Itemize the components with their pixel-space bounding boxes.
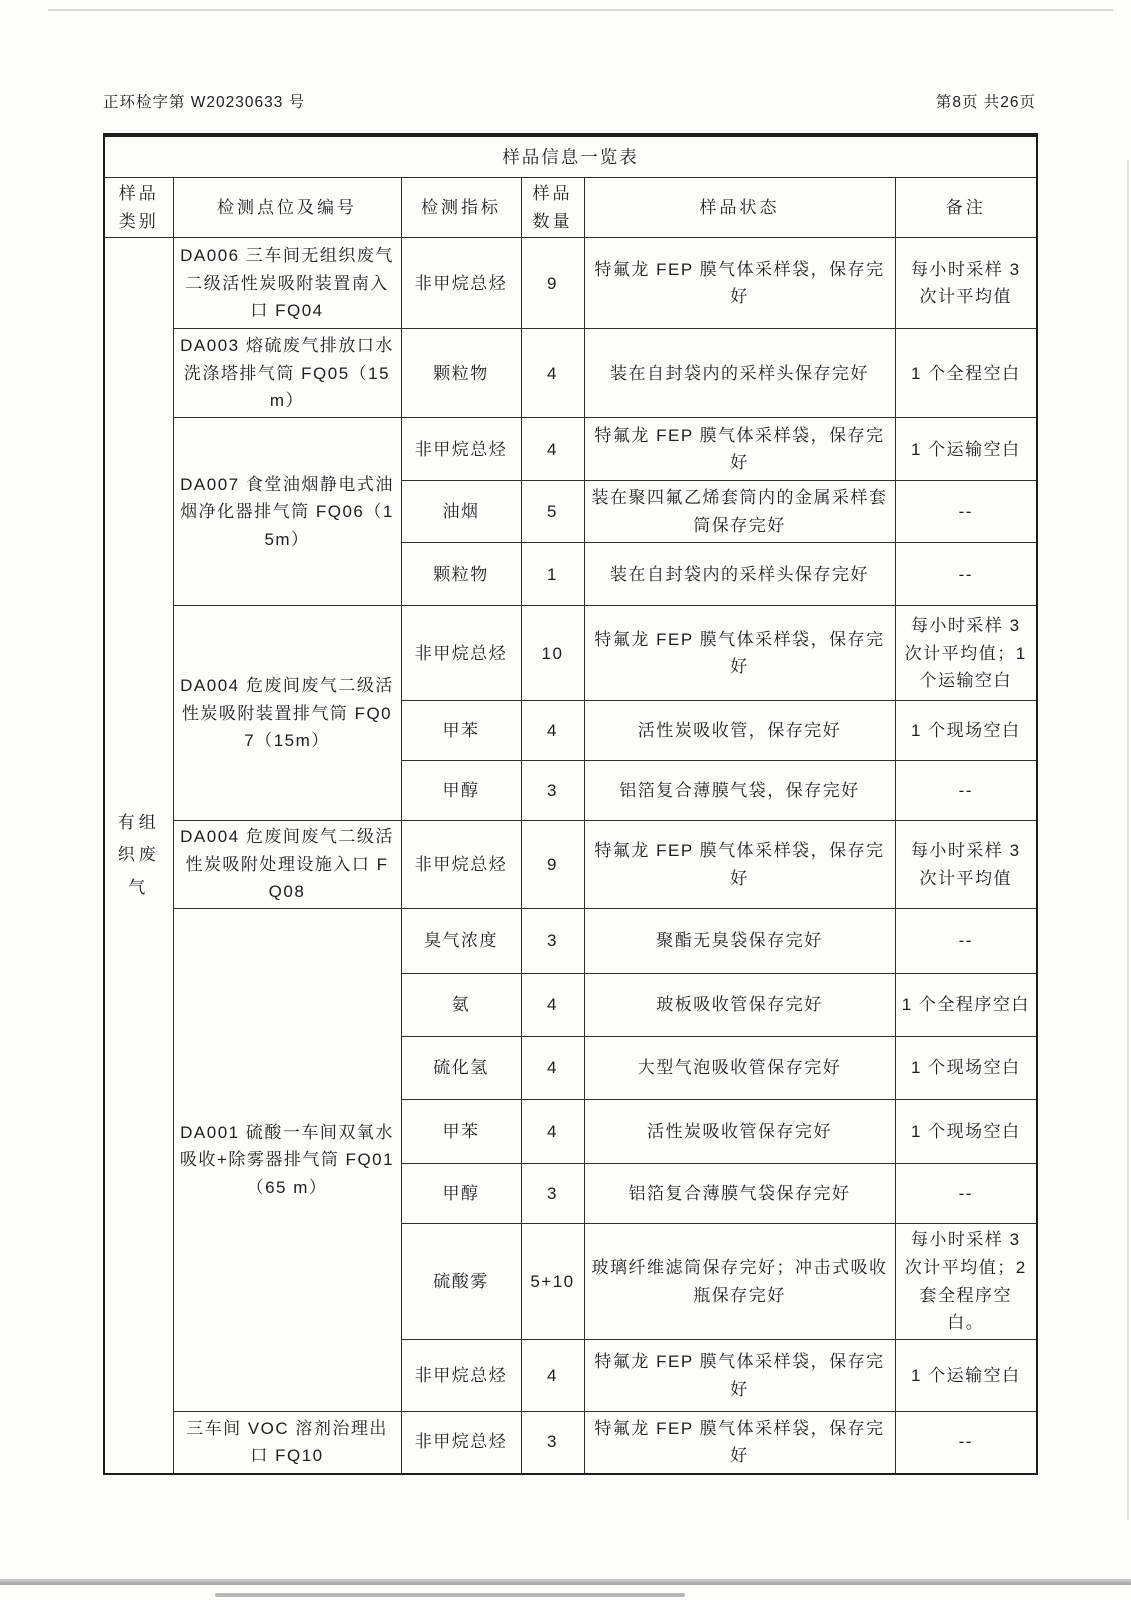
indicator-cell: 颗粒物 xyxy=(401,329,521,418)
table-row xyxy=(104,1412,1037,1474)
indicator-cell: 非甲烷总烃 xyxy=(401,606,521,701)
col-header-qty: 样品数量 xyxy=(521,178,584,238)
qty-cell: 3 xyxy=(521,761,584,821)
qty-cell: 5 xyxy=(521,481,584,543)
category-cell xyxy=(104,238,173,1474)
qty-cell: 4 xyxy=(521,1100,584,1164)
table-row xyxy=(104,606,1037,701)
indicator-cell: 甲苯 xyxy=(401,1100,521,1164)
table-title-row xyxy=(104,135,1037,178)
qty-cell: 4 xyxy=(521,1037,584,1100)
status-cell: 活性炭吸收管保存完好 xyxy=(584,1100,895,1164)
qty-cell: 4 xyxy=(521,1340,584,1412)
indicator-cell: 臭气浓度 xyxy=(401,909,521,974)
sample-info-table xyxy=(103,133,1038,1475)
remark-cell: 1 个全程空白 xyxy=(895,329,1037,418)
qty-cell: 4 xyxy=(521,701,584,761)
remark-cell: -- xyxy=(895,761,1037,821)
point-cell: DA004 危废间废气二级活性炭吸附处理设施入口 FQ08 xyxy=(173,821,401,909)
remark-cell: 1 个现场空白 xyxy=(895,1100,1037,1164)
col-header-status: 样品状态 xyxy=(584,178,895,238)
table-title: 样品信息一览表 xyxy=(104,135,1037,178)
status-cell: 玻板吸收管保存完好 xyxy=(584,974,895,1037)
status-cell: 活性炭吸收管，保存完好 xyxy=(584,701,895,761)
remark-cell: -- xyxy=(895,543,1037,606)
table-row xyxy=(104,329,1037,418)
point-cell: DA003 熔硫废气排放口水洗涤塔排气筒 FQ05（15 m） xyxy=(173,329,401,418)
qty-cell: 3 xyxy=(521,1164,584,1224)
status-cell: 玻璃纤维滤筒保存完好；冲击式吸收瓶保存完好 xyxy=(584,1224,895,1340)
remark-cell: 每小时采样 3 次计平均值；1 个运输空白 xyxy=(895,606,1037,701)
indicator-cell: 甲醇 xyxy=(401,761,521,821)
remark-cell: 1 个现场空白 xyxy=(895,701,1037,761)
point-cell: 三车间 VOC 溶剂治理出口 FQ10 xyxy=(173,1412,401,1474)
table-header-row xyxy=(104,178,1037,238)
qty-cell: 9 xyxy=(521,821,584,909)
indicator-cell: 非甲烷总烃 xyxy=(401,238,521,329)
status-cell: 特氟龙 FEP 膜气体采样袋，保存完好 xyxy=(584,238,895,329)
scan-artifact xyxy=(215,1593,685,1597)
status-cell: 装在自封袋内的采样头保存完好 xyxy=(584,543,895,606)
indicator-cell: 甲苯 xyxy=(401,701,521,761)
qty-cell: 3 xyxy=(521,909,584,974)
remark-cell: 每小时采样 3 次计平均值 xyxy=(895,238,1037,329)
qty-cell: 4 xyxy=(521,329,584,418)
table-row xyxy=(104,821,1037,909)
remark-cell: 1 个全程序空白 xyxy=(895,974,1037,1037)
point-cell: DA006 三车间无组织废气二级活性炭吸附装置南入口 FQ04 xyxy=(173,238,401,329)
remark-cell: -- xyxy=(895,1164,1037,1224)
remark-cell: 每小时采样 3 次计平均值 xyxy=(895,821,1037,909)
qty-cell: 4 xyxy=(521,418,584,481)
qty-cell: 1 xyxy=(521,543,584,606)
indicator-cell: 甲醇 xyxy=(401,1164,521,1224)
scan-edge-bottom xyxy=(0,1579,1131,1585)
indicator-cell: 非甲烷总烃 xyxy=(401,821,521,909)
indicator-cell: 油烟 xyxy=(401,481,521,543)
remark-cell: 1 个运输空白 xyxy=(895,418,1037,481)
col-header-indicator: 检测指标 xyxy=(401,178,521,238)
status-cell: 聚酯无臭袋保存完好 xyxy=(584,909,895,974)
indicator-cell: 氨 xyxy=(401,974,521,1037)
status-cell: 铝箔复合薄膜气袋，保存完好 xyxy=(584,761,895,821)
col-header-remark: 备注 xyxy=(895,178,1037,238)
status-cell: 铝箔复合薄膜气袋保存完好 xyxy=(584,1164,895,1224)
table-row xyxy=(104,418,1037,481)
remark-cell: 1 个运输空白 xyxy=(895,1340,1037,1412)
status-cell: 特氟龙 FEP 膜气体采样袋，保存完好 xyxy=(584,1412,895,1474)
qty-cell: 10 xyxy=(521,606,584,701)
scan-edge-top xyxy=(48,9,1113,11)
remark-cell: 每小时采样 3 次计平均值；2 套全程序空白。 xyxy=(895,1224,1037,1340)
indicator-cell: 颗粒物 xyxy=(401,543,521,606)
point-cell: DA001 硫酸一车间双氧水吸收+除雾器排气筒 FQ01（65 m） xyxy=(173,909,401,1412)
indicator-cell: 硫酸雾 xyxy=(401,1224,521,1340)
point-cell: DA004 危废间废气二级活性炭吸附装置排气筒 FQ07（15m） xyxy=(173,606,401,821)
indicator-cell: 非甲烷总烃 xyxy=(401,1412,521,1474)
indicator-cell: 硫化氢 xyxy=(401,1037,521,1100)
status-cell: 装在自封袋内的采样头保存完好 xyxy=(584,329,895,418)
status-cell: 大型气泡吸收管保存完好 xyxy=(584,1037,895,1100)
col-header-point: 检测点位及编号 xyxy=(173,178,401,238)
status-cell: 特氟龙 FEP 膜气体采样袋，保存完好 xyxy=(584,418,895,481)
qty-cell: 5+10 xyxy=(521,1224,584,1340)
point-cell: DA007 食堂油烟静电式油烟净化器排气筒 FQ06（15m） xyxy=(173,418,401,606)
table-row xyxy=(104,909,1037,974)
remark-cell: 1 个现场空白 xyxy=(895,1037,1037,1100)
remark-cell: -- xyxy=(895,909,1037,974)
status-cell: 特氟龙 FEP 膜气体采样袋，保存完好 xyxy=(584,1340,895,1412)
table-row xyxy=(104,238,1037,329)
page-header xyxy=(103,90,1036,112)
status-cell: 特氟龙 FEP 膜气体采样袋，保存完好 xyxy=(584,821,895,909)
document-number: 正环检字第 W20230633 号 xyxy=(103,94,306,111)
indicator-cell: 非甲烷总烃 xyxy=(401,1340,521,1412)
status-cell: 装在聚四氟乙烯套筒内的金属采样套筒保存完好 xyxy=(584,481,895,543)
indicator-cell: 非甲烷总烃 xyxy=(401,418,521,481)
scan-edge-right xyxy=(1127,160,1129,1520)
col-header-category: 样品类别 xyxy=(104,178,173,238)
remark-cell: -- xyxy=(895,481,1037,543)
remark-cell: -- xyxy=(895,1412,1037,1474)
category-label: 有组织废气 xyxy=(117,813,160,897)
qty-cell: 9 xyxy=(521,238,584,329)
qty-cell: 3 xyxy=(521,1412,584,1474)
page-indicator: 第8页 共26页 xyxy=(935,94,1036,111)
qty-cell: 4 xyxy=(521,974,584,1037)
status-cell: 特氟龙 FEP 膜气体采样袋，保存完好 xyxy=(584,606,895,701)
